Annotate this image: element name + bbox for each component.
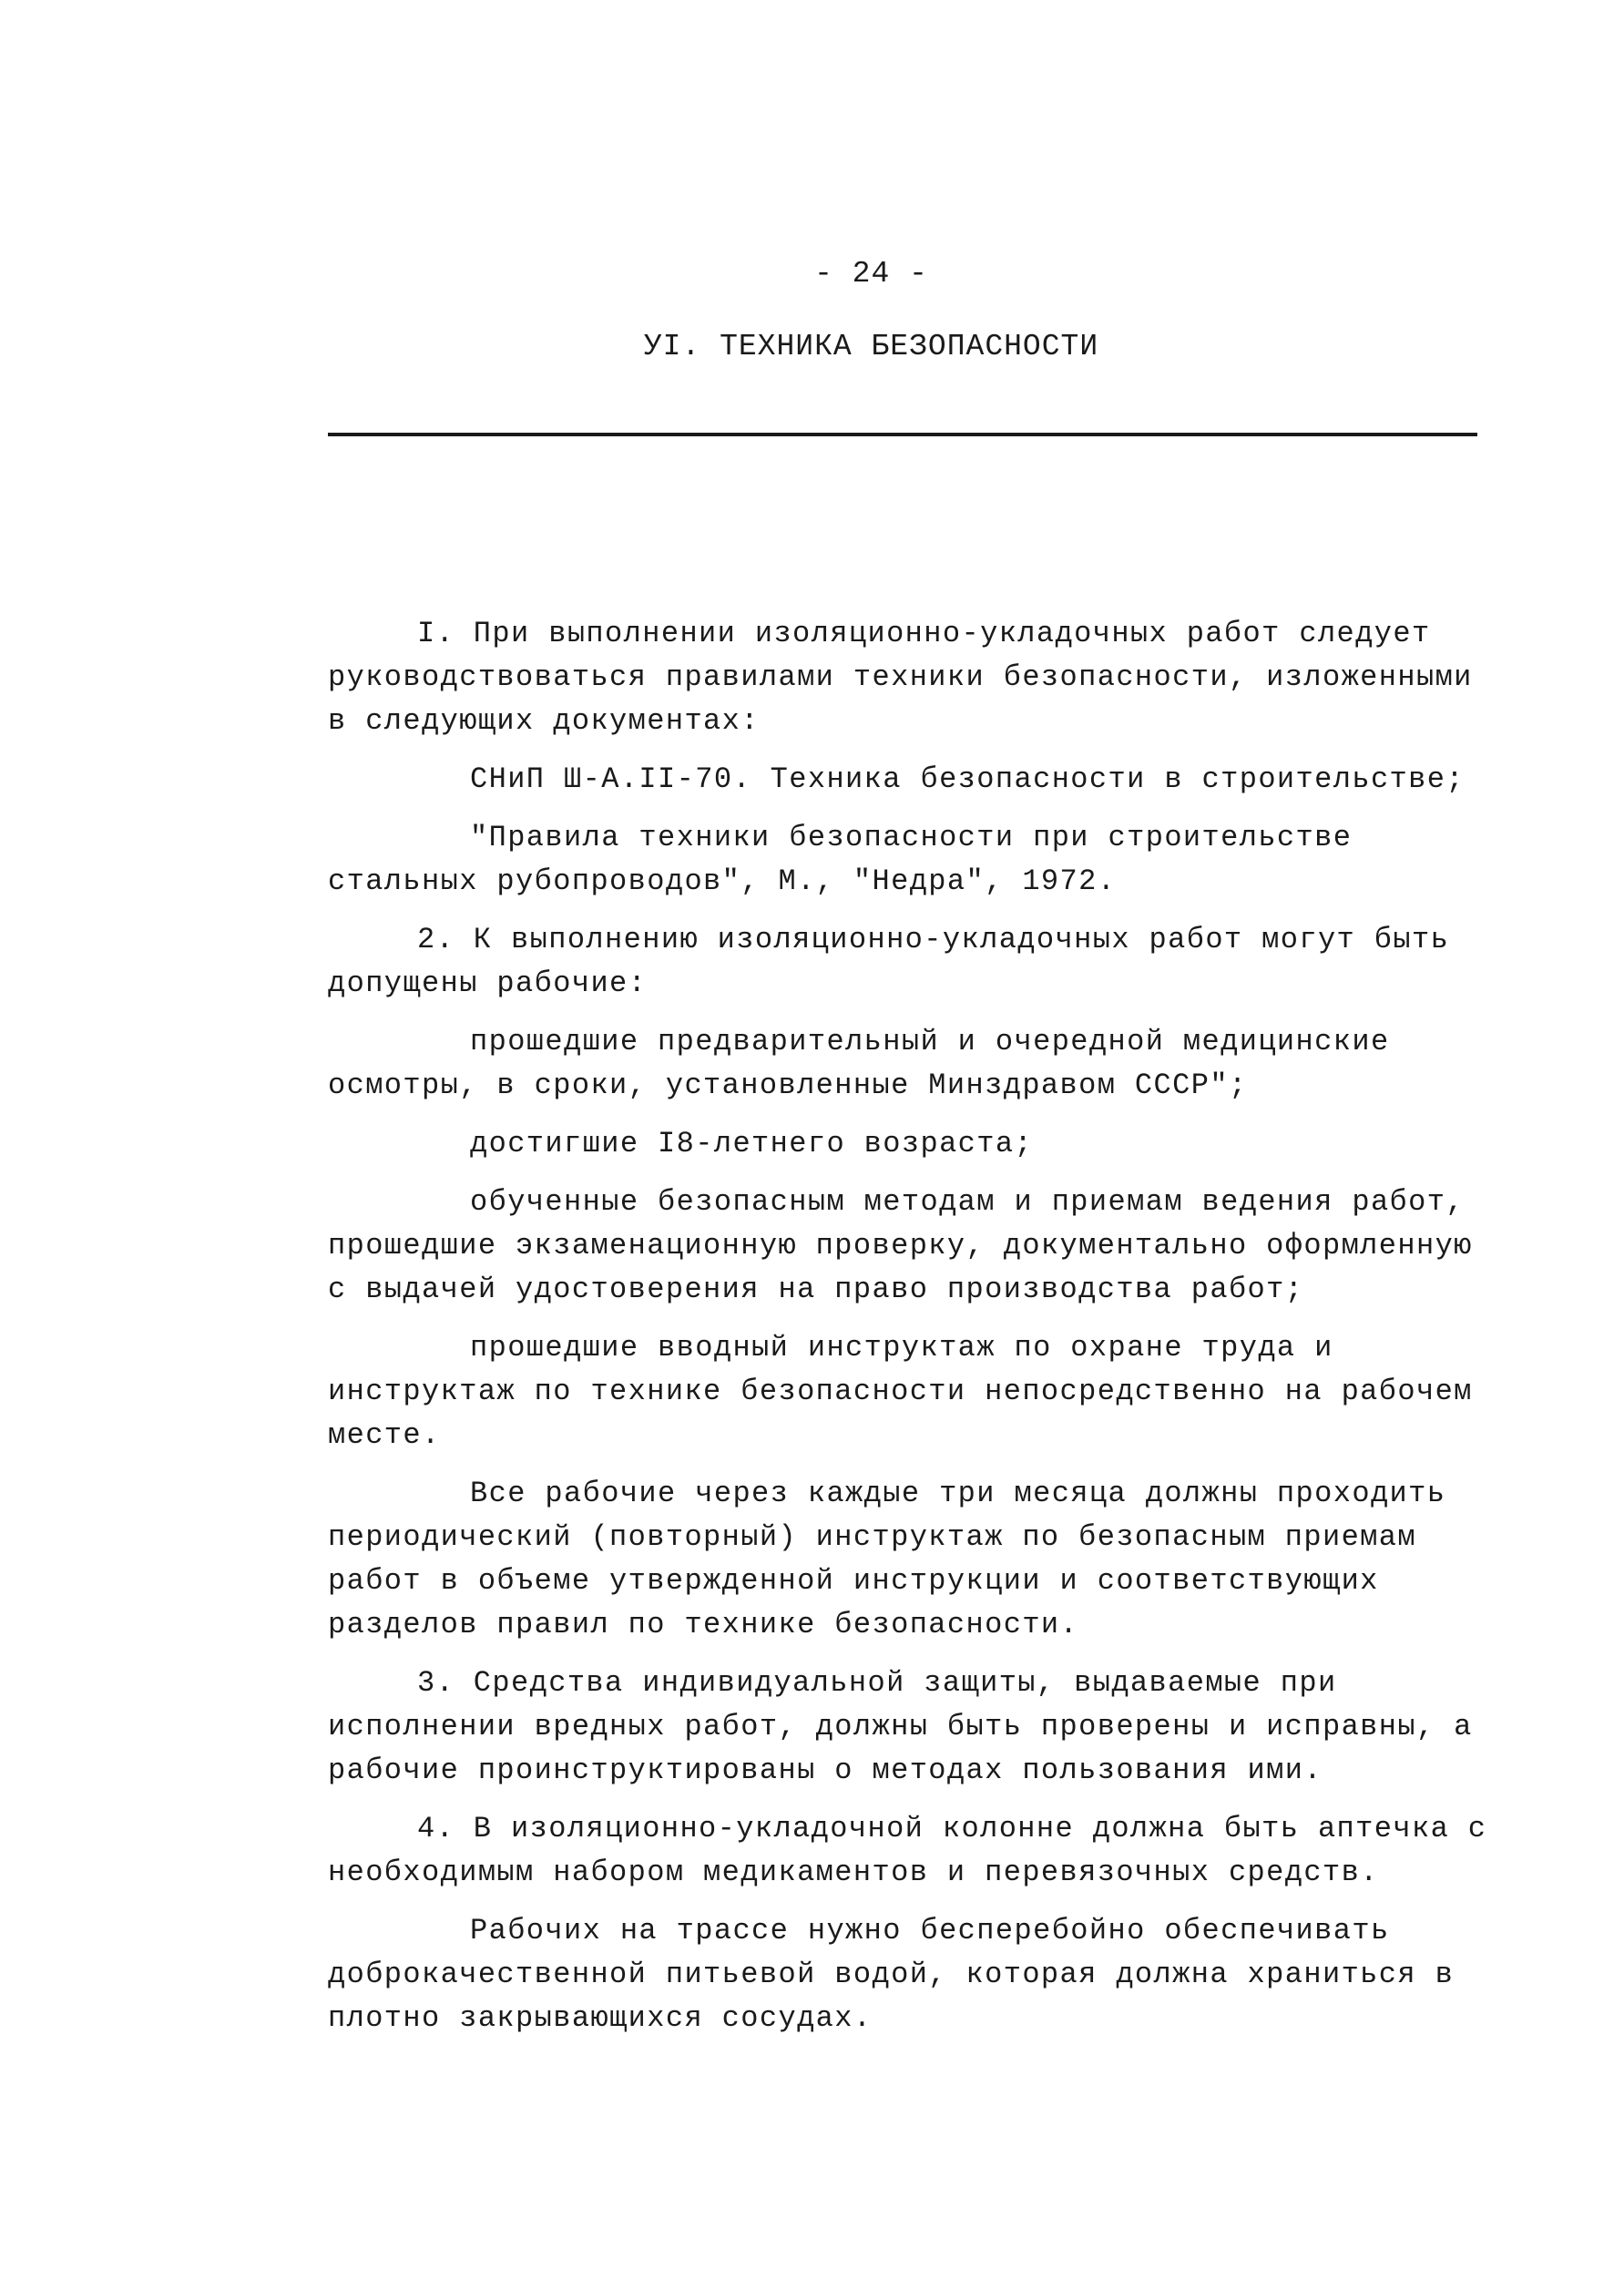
paragraph-2: СНиП Ш-А.II-70. Техника безопасности в строительстве;	[470, 762, 1465, 796]
paragraph-6: достигшие I8-летнего возраста;	[470, 1127, 1034, 1160]
page-number: - 24 -	[814, 257, 928, 291]
paragraph-1: I. При выполнении изоляционно-укладочных работ следует руководствоваться правилами техники безопасности, изложенными в следующих документах:	[328, 617, 1473, 738]
paragraph-9: Все рабочие через каждые три месяца должны проходить периодический (повторный) инструктаж по безопасным приемам работ в объеме утвержденной инструкции и соответствующих разделов правил по технике безопасности.	[328, 1477, 1446, 1641]
title-underline	[328, 433, 1477, 436]
paragraph-12: Рабочих на трассе нужно бесперебойно обеспечивать доброкачественной питьевой водой, которая должна храниться в плотно закрывающихся сосудах.	[328, 1914, 1455, 2035]
paragraph-11: 4. В изоляционно-укладочной колонне должна быть аптечка с необходимым набором медикаментов и перевязочных средств.	[328, 1812, 1487, 1889]
body-text	[328, 612, 1503, 2055]
paragraph-10: 3. Средства индивидуальной защиты, выдаваемые при исполнении вредных работ, должны быть проверены и исправны, а рабочие проинструктированы о методах пользования ими.	[328, 1666, 1473, 1787]
paragraph-4: 2. К выполнению изоляционно-укладочных работ могут быть допущены рабочие:	[328, 923, 1450, 1000]
paragraph-3: "Правила техники безопасности при строительстве стальных рубопроводов", М., "Недра", 1972.	[328, 821, 1353, 898]
paragraph-7: обученные безопасным методам и приемам ведения работ, прошедшие экзаменационную проверку, документально оформленную с выдачей удостоверения на право производства работ;	[328, 1185, 1473, 1306]
paragraph-5: прошедшие предварительный и очередной медицинские осмотры, в сроки, установленные Минздравом СССР";	[328, 1025, 1390, 1102]
section-title: УI. ТЕХНИКА БЕЗОПАСНОСТИ	[643, 330, 1099, 363]
paragraph-8: прошедшие вводный инструктаж по охране труда и инструктаж по технике безопасности непосредственно на рабочем месте.	[328, 1331, 1473, 1452]
